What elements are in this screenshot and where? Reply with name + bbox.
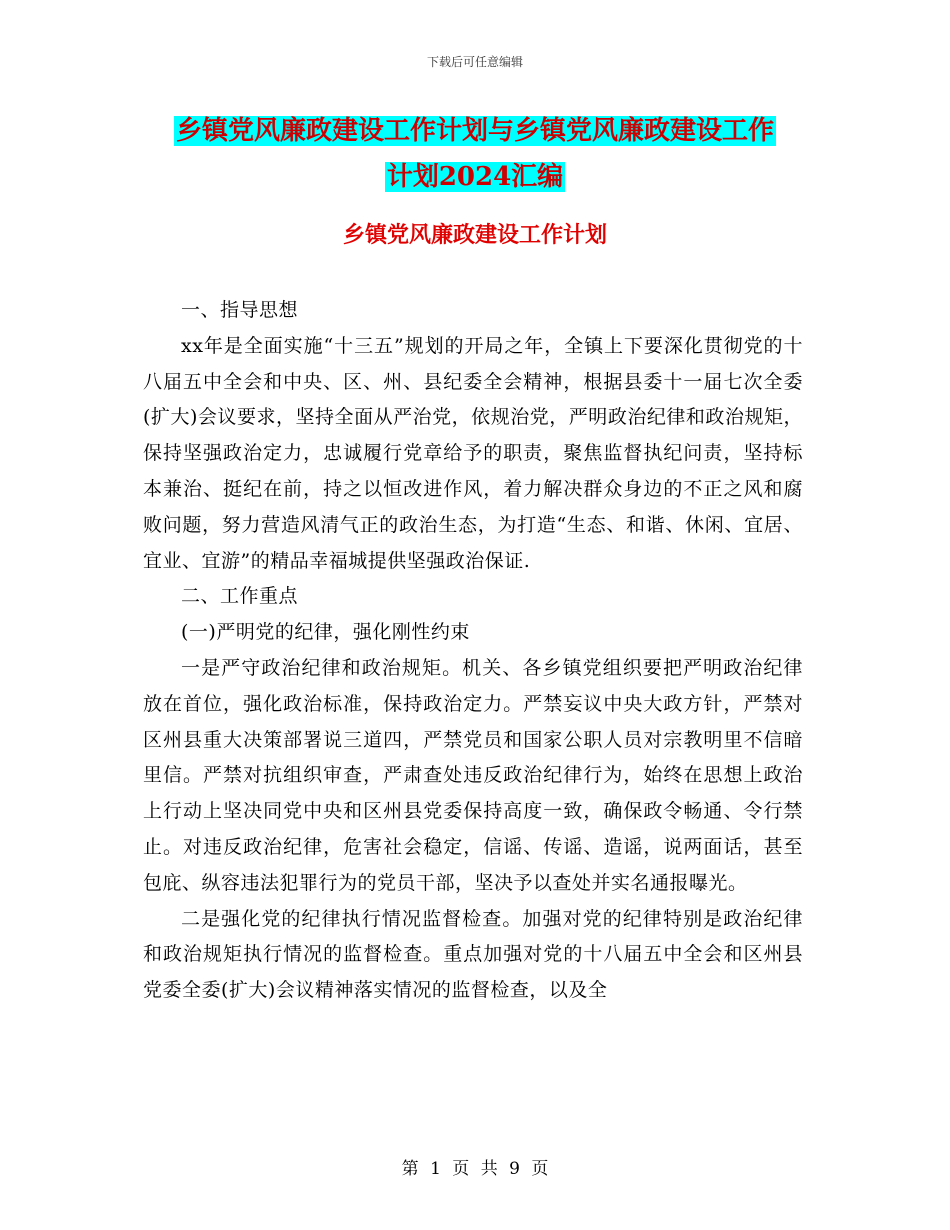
document-title: [0, 108, 950, 200]
page-header-note: 下载后可任意编辑: [426, 55, 523, 69]
document-body: [143, 293, 803, 1009]
heading-guiding-thought: 一、指导思想: [181, 299, 299, 321]
heading-work-focus: 二、工作重点: [181, 585, 299, 608]
subheading-discipline: (一)严明党的纪律，强化刚性约束: [181, 621, 470, 644]
paragraph-supervision: 二是强化党的纪律执行情况监督检查。加强对党的纪律特别是政治纪律和政治规矩执行情况的监督检查。重点加强对党的十八届五中全会和区州县党委全委(扩大)会议精神落实情况的监督检查，以及全: [143, 907, 803, 1002]
document-title-line-1: [0, 108, 950, 154]
title-line-2-text: 计划2024汇编: [386, 162, 564, 192]
title-line-1-text: 乡镇党风廉政建设工作计划与乡镇党风廉政建设工作: [175, 116, 774, 146]
paragraph-political-discipline: 一是严守政治纪律和政治规矩。机关、各乡镇党组织要把严明政治纪律放在首位，强化政治标准，保持政治定力。严禁妄议中央大政方针，严禁对区州县重大决策部署说三道四，严禁党员和国家公职人员对宗教明里不信暗里信。严禁对抗组织审查，严肃查处违反政治纪律行为，始终在思想上政治上行动上坚决同党中央和区州县党委保持高度一致，确保政令畅通、令行禁止。对违反政治纪律，危害社会稳定，信谣、传谣、造谣，说两面话，甚至包庇、纵容违法犯罪行为的党员干部，坚决予以查处并实名通报曝光。: [143, 656, 803, 894]
section-title: 乡镇党风廉政建设工作计划: [342, 222, 607, 248]
paragraph-guiding-thought: xx年是全面实施“十三五”规划的开局之年，全镇上下要深化贯彻党的十八届五中全会和中央、区、州、县纪委全会精神，根据县委十一届七次全委(扩大)会议要求，坚持全面从严治党，依规治党，严明政治纪律和政治规矩，保持坚强政治定力，忠诚履行党章给予的职责，聚焦监督执纪问责，坚持标本兼治、挺纪在前，持之以恒改进作风，着力解决群众身边的不正之风和腐败问题，努力营造风清气正的政治生态，为打造“生态、和谐、休闲、宜居、宜业、宜游”的精品幸福城提供坚强政治保证.: [143, 334, 803, 572]
page-number: 第 1 页 共 9 页: [401, 1159, 549, 1179]
document-title-line-2: [0, 154, 950, 200]
